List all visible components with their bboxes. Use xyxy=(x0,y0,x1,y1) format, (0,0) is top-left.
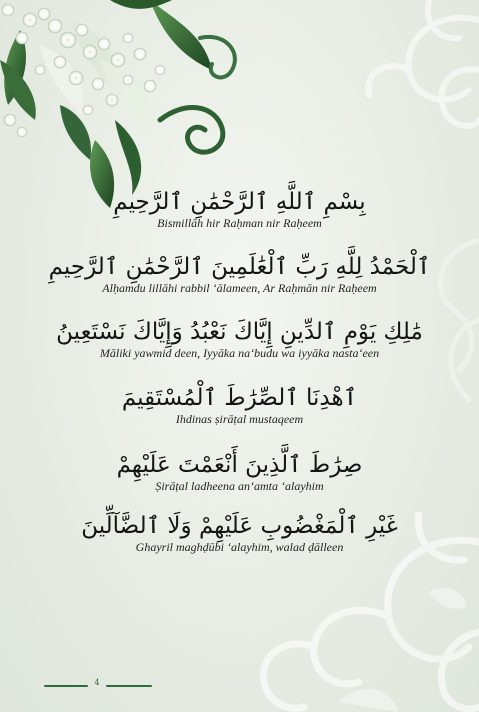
verse-3 xyxy=(0,318,479,360)
verse-6-arabic: غَيْرِ ٱلْمَغْضُوبِ عَلَيْهِمْ وَلَا ٱلضَّآلِّينَ xyxy=(81,513,398,539)
verse-1 xyxy=(0,188,479,230)
verse-2 xyxy=(0,253,479,295)
verse-5-transliteration: Ṣirāṭal ladheena an‘amta ‘alayhim xyxy=(155,479,324,493)
page-footer xyxy=(44,678,152,692)
verse-3-arabic: مَٰلِكِ يَوْمِ ٱلدِّينِ إِيَّاكَ نَعْبُدُ وَإِيَّاكَ نَسْتَعِينُ xyxy=(56,319,423,345)
verse-3-transliteration: Māliki yawmid deen, Iyyāka na‘budu wa iyyāka nasta‘een xyxy=(99,346,380,360)
verse-6-transliteration: Ghayril maghḍūbi ‘alayhim, walad ḍālleen xyxy=(135,540,344,554)
verse-4-arabic: ٱهْدِنَا ٱلصِّرَٰطَ ٱلْمُسْتَقِيمَ xyxy=(121,385,358,411)
verse-4 xyxy=(0,384,479,426)
verse-5-arabic: صِرَٰطَ ٱلَّذِينَ أَنْعَمْتَ عَلَيْهِمْ xyxy=(116,452,363,478)
page-number: 4 xyxy=(94,678,100,687)
floral-corner-decoration xyxy=(0,0,250,215)
verse-2-arabic: ٱلْحَمْدُ لِلَّهِ رَبِّ ٱلْعَٰلَمِينَ ٱلرَّحْمَٰنِ ٱلرَّحِيمِ xyxy=(48,254,431,280)
verse-5 xyxy=(0,451,479,493)
verse-6 xyxy=(0,512,479,554)
verse-2-transliteration: Alḥamdu lillāhi rabbil ‘ālameen, Ar Raḥmān nir Raḥeem xyxy=(102,281,377,295)
footer-rule-left xyxy=(44,685,88,687)
verse-1-transliteration: Bismillāh hir Raḥman nir Raḥeem xyxy=(157,216,322,230)
footer-rule-right xyxy=(106,685,152,687)
verse-4-transliteration: Ihdinas ṣirāṭal mustaqeem xyxy=(175,412,304,426)
damask-ornament-top xyxy=(309,0,479,150)
verse-1-arabic: بِسْمِ ٱللَّهِ ٱلرَّحْمَٰنِ ٱلرَّحِيمِ xyxy=(113,189,366,215)
